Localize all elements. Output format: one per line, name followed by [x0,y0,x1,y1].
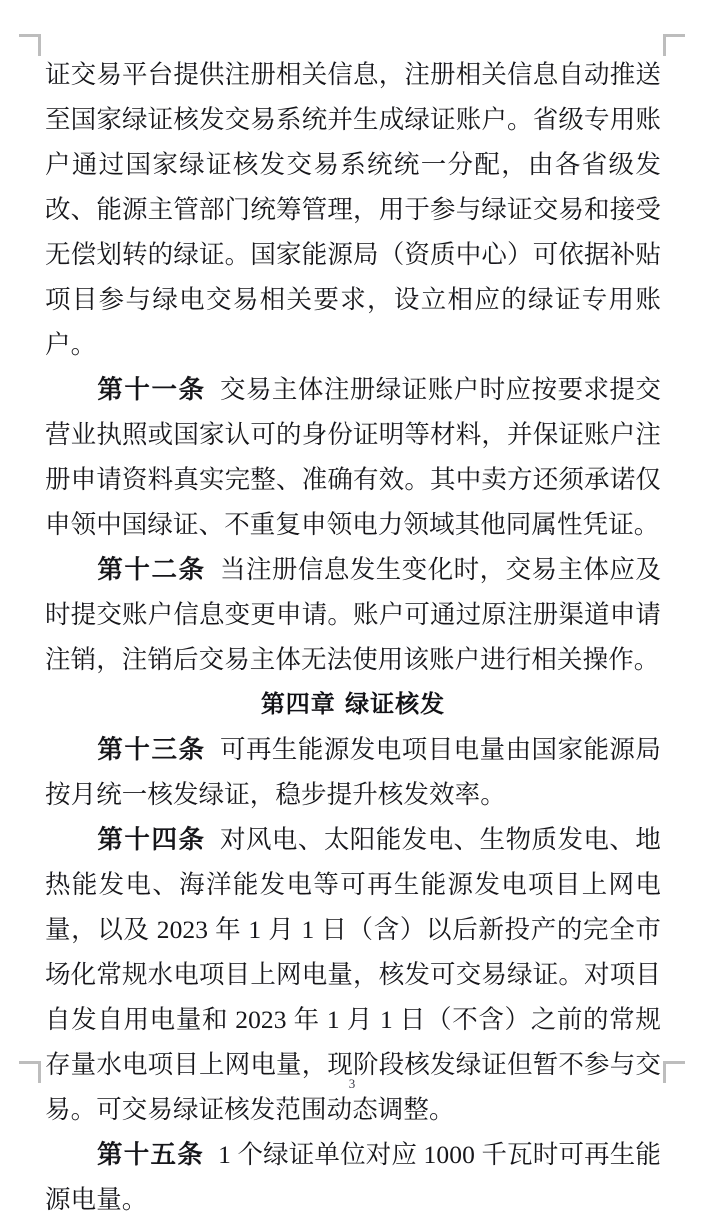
article-text-15: 1 个绿证单位对应 1000 千瓦时可再生能源电量。 [45,1140,661,1214]
crop-mark-horizontal [663,1061,685,1064]
article-label-11: 第十一条 [97,375,206,404]
article-text-12: 当注册信息发生变化时，交易主体应及时提交账户信息变更申请。账户可通过原注册渠道申请注销，注销后交易主体无法使用该账户进行相关操作。 [45,555,661,674]
chapter-heading: 第四章 绿证核发 [260,690,446,718]
article-text-13: 可再生能源发电项目电量由国家能源局按月统一核发绿证，稳步提升核发效率。 [45,735,661,809]
crop-mark-vertical [38,34,41,56]
document-text-body [45,52,661,1222]
article-text-11: 交易主体注册绿证账户时应按要求提交营业执照或国家认可的身份证明等材料，并保证账户注册申请资料真实完整、准确有效。其中卖方还须承诺仅申领中国绿证、不重复申领电力领域其他同属性凭证。 [45,375,661,539]
paragraph-continuation [45,52,661,367]
article-text-14: 对风电、太阳能发电、生物质发电、地热能发电、海洋能发电等可再生能源发电项目上网电量，以及 2023 年 1 月 1 日（含）以后新投产的完全市场化常规水电项目上网电量，核发可交易绿证。对项目自发自用电量和 2023 年 1 月 1 日（不含）之前的常规存量水电项目上网电量，现阶段核发绿证但暂不参与交易。可交易绿证核发范围动态调整。 [45,825,661,1124]
article-label-14: 第十四条 [97,825,206,854]
article-label-15: 第十五条 [97,1140,205,1169]
article-label-12: 第十二条 [97,555,206,584]
crop-mark-horizontal [663,34,685,37]
article-label-13: 第十三条 [97,735,206,764]
page-number: 3 [348,1076,356,1091]
article-paragraph-13 [45,727,661,817]
paragraph-continuation-text: 证交易平台提供注册相关信息，注册相关信息自动推送至国家绿证核发交易系统并生成绿证账户。省级专用账户通过国家绿证核发交易系统统一分配，由各省级发改、能源主管部门统筹管理，用于参与绿证交易和接受无偿划转的绿证。国家能源局（资质中心）可依据补贴项目参与绿电交易相关要求，设立相应的绿证专用账户。 [45,60,661,359]
article-paragraph-12 [45,547,661,682]
crop-mark-vertical [663,34,666,56]
article-paragraph-11 [45,367,661,547]
article-paragraph-15 [45,1132,661,1222]
